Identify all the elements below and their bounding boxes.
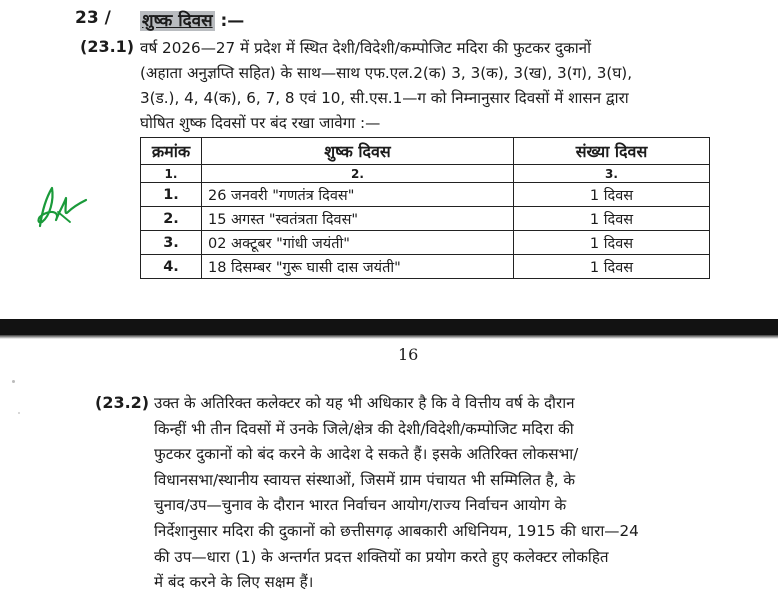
subsection-paragraph-1 (140, 36, 750, 136)
paragraph-line: वर्ष 2026—27 में प्रदेश में स्थित देशी/विदेशी/कम्पोजिट मदिरा की फुटकर दुकानों (140, 39, 592, 57)
paragraph-line: घोषित शुष्क दिवसों पर बंद रखा जावेगा :— (140, 114, 381, 132)
paragraph-line: (अहाता अनुज्ञप्ति सहित) के साथ—साथ एफ.एल.2(क) 3, 3(क), 3(ख), 3(ग), 3(घ), (140, 64, 633, 82)
day-count-cell: 1 दिवस (514, 183, 710, 207)
paragraph-line: चुनाव/उप—चुनाव के दौरान भारत निर्वाचन आयोग/राज्य निर्वाचन आयोग के (154, 496, 567, 515)
dry-day-cell: 15 अगस्त "स्वतंत्रता दिवस" (202, 207, 514, 231)
paragraph-line: निर्देशानुसार मदिरा की दुकानों को छत्तीसगढ़ आबकारी अधिनियम, 1915 की धारा—24 (154, 521, 639, 540)
page-break-band (0, 319, 778, 335)
paragraph-line: फुटकर दुकानों को बंद करने के आदेश दे सकते हैं। इसके अतिरिक्त लोकसभा/ (154, 445, 579, 464)
table-row (141, 183, 710, 207)
day-count-cell: 1 दिवस (514, 207, 710, 231)
serial-cell: 1. (141, 183, 202, 207)
page-number: 16 (398, 345, 419, 364)
header-serial: क्रमांक (141, 138, 202, 165)
dry-day-cell: 18 दिसम्बर "गुरू घासी दास जयंती" (202, 255, 514, 279)
dry-day-cell: 26 जनवरी "गणतंत्र दिवस" (202, 183, 514, 207)
serial-cell: 2. (141, 207, 202, 231)
scan-speck (12, 380, 15, 383)
subsection-number-1: (23.1) (80, 37, 135, 56)
paragraph-line: की उप—धारा (1) के अन्तर्गत प्रदत्त शक्तियों का प्रयोग करते हुए कलेक्टर लोकहित (154, 547, 609, 566)
table-row (141, 255, 710, 279)
table-index-row (141, 165, 710, 183)
page-break-shadow (0, 335, 778, 339)
serial-cell: 4. (141, 255, 202, 279)
dry-day-cell: 02 अक्टूबर "गांधी जयंती" (202, 231, 514, 255)
paragraph-line: में बंद करने के लिए सक्षम हैं। (154, 573, 314, 592)
section-title-text: शुष्क दिवस (142, 11, 213, 31)
index-cell: 2. (202, 165, 514, 183)
table-row (141, 231, 710, 255)
table-header-row (141, 138, 710, 165)
serial-cell: 3. (141, 231, 202, 255)
signature-initials (30, 182, 90, 232)
subsection-paragraph-2 (154, 391, 734, 596)
dry-days-table (140, 137, 710, 279)
index-cell: 1. (141, 165, 202, 183)
paragraph-line: विधानसभा/स्थानीय स्वायत्त संस्थाओं, जिसमें ग्राम पंचायत भी सम्मिलित है, के (154, 470, 576, 489)
paragraph-line: 3(ड.), 4, 4(क), 6, 7, 8 एवं 10, सी.एस.1—ग को निम्नानुसार दिवसों में शासन द्वारा (140, 89, 629, 107)
section-number: 23 / (75, 8, 111, 28)
paragraph-line: उक्त के अतिरिक्त कलेक्टर को यह भी अधिकार है कि वे वित्तीय वर्ष के दौरान (154, 394, 575, 412)
day-count-cell: 1 दिवस (514, 255, 710, 279)
day-count-cell: 1 दिवस (514, 231, 710, 255)
header-day-count: संख्या दिवस (514, 138, 710, 165)
table-row (141, 207, 710, 231)
paragraph-line: किन्हीं भी तीन दिवसों में उनके जिले/क्षेत्र की देशी/विदेशी/कम्पोजिट मदिरा की (154, 419, 574, 438)
subsection-number-2: (23.2) (95, 393, 150, 412)
header-dry-day: शुष्क दिवस (202, 138, 514, 165)
section-title (140, 8, 244, 31)
index-cell: 3. (514, 165, 710, 183)
scan-speck (18, 412, 20, 414)
section-title-suffix: :— (220, 11, 245, 31)
